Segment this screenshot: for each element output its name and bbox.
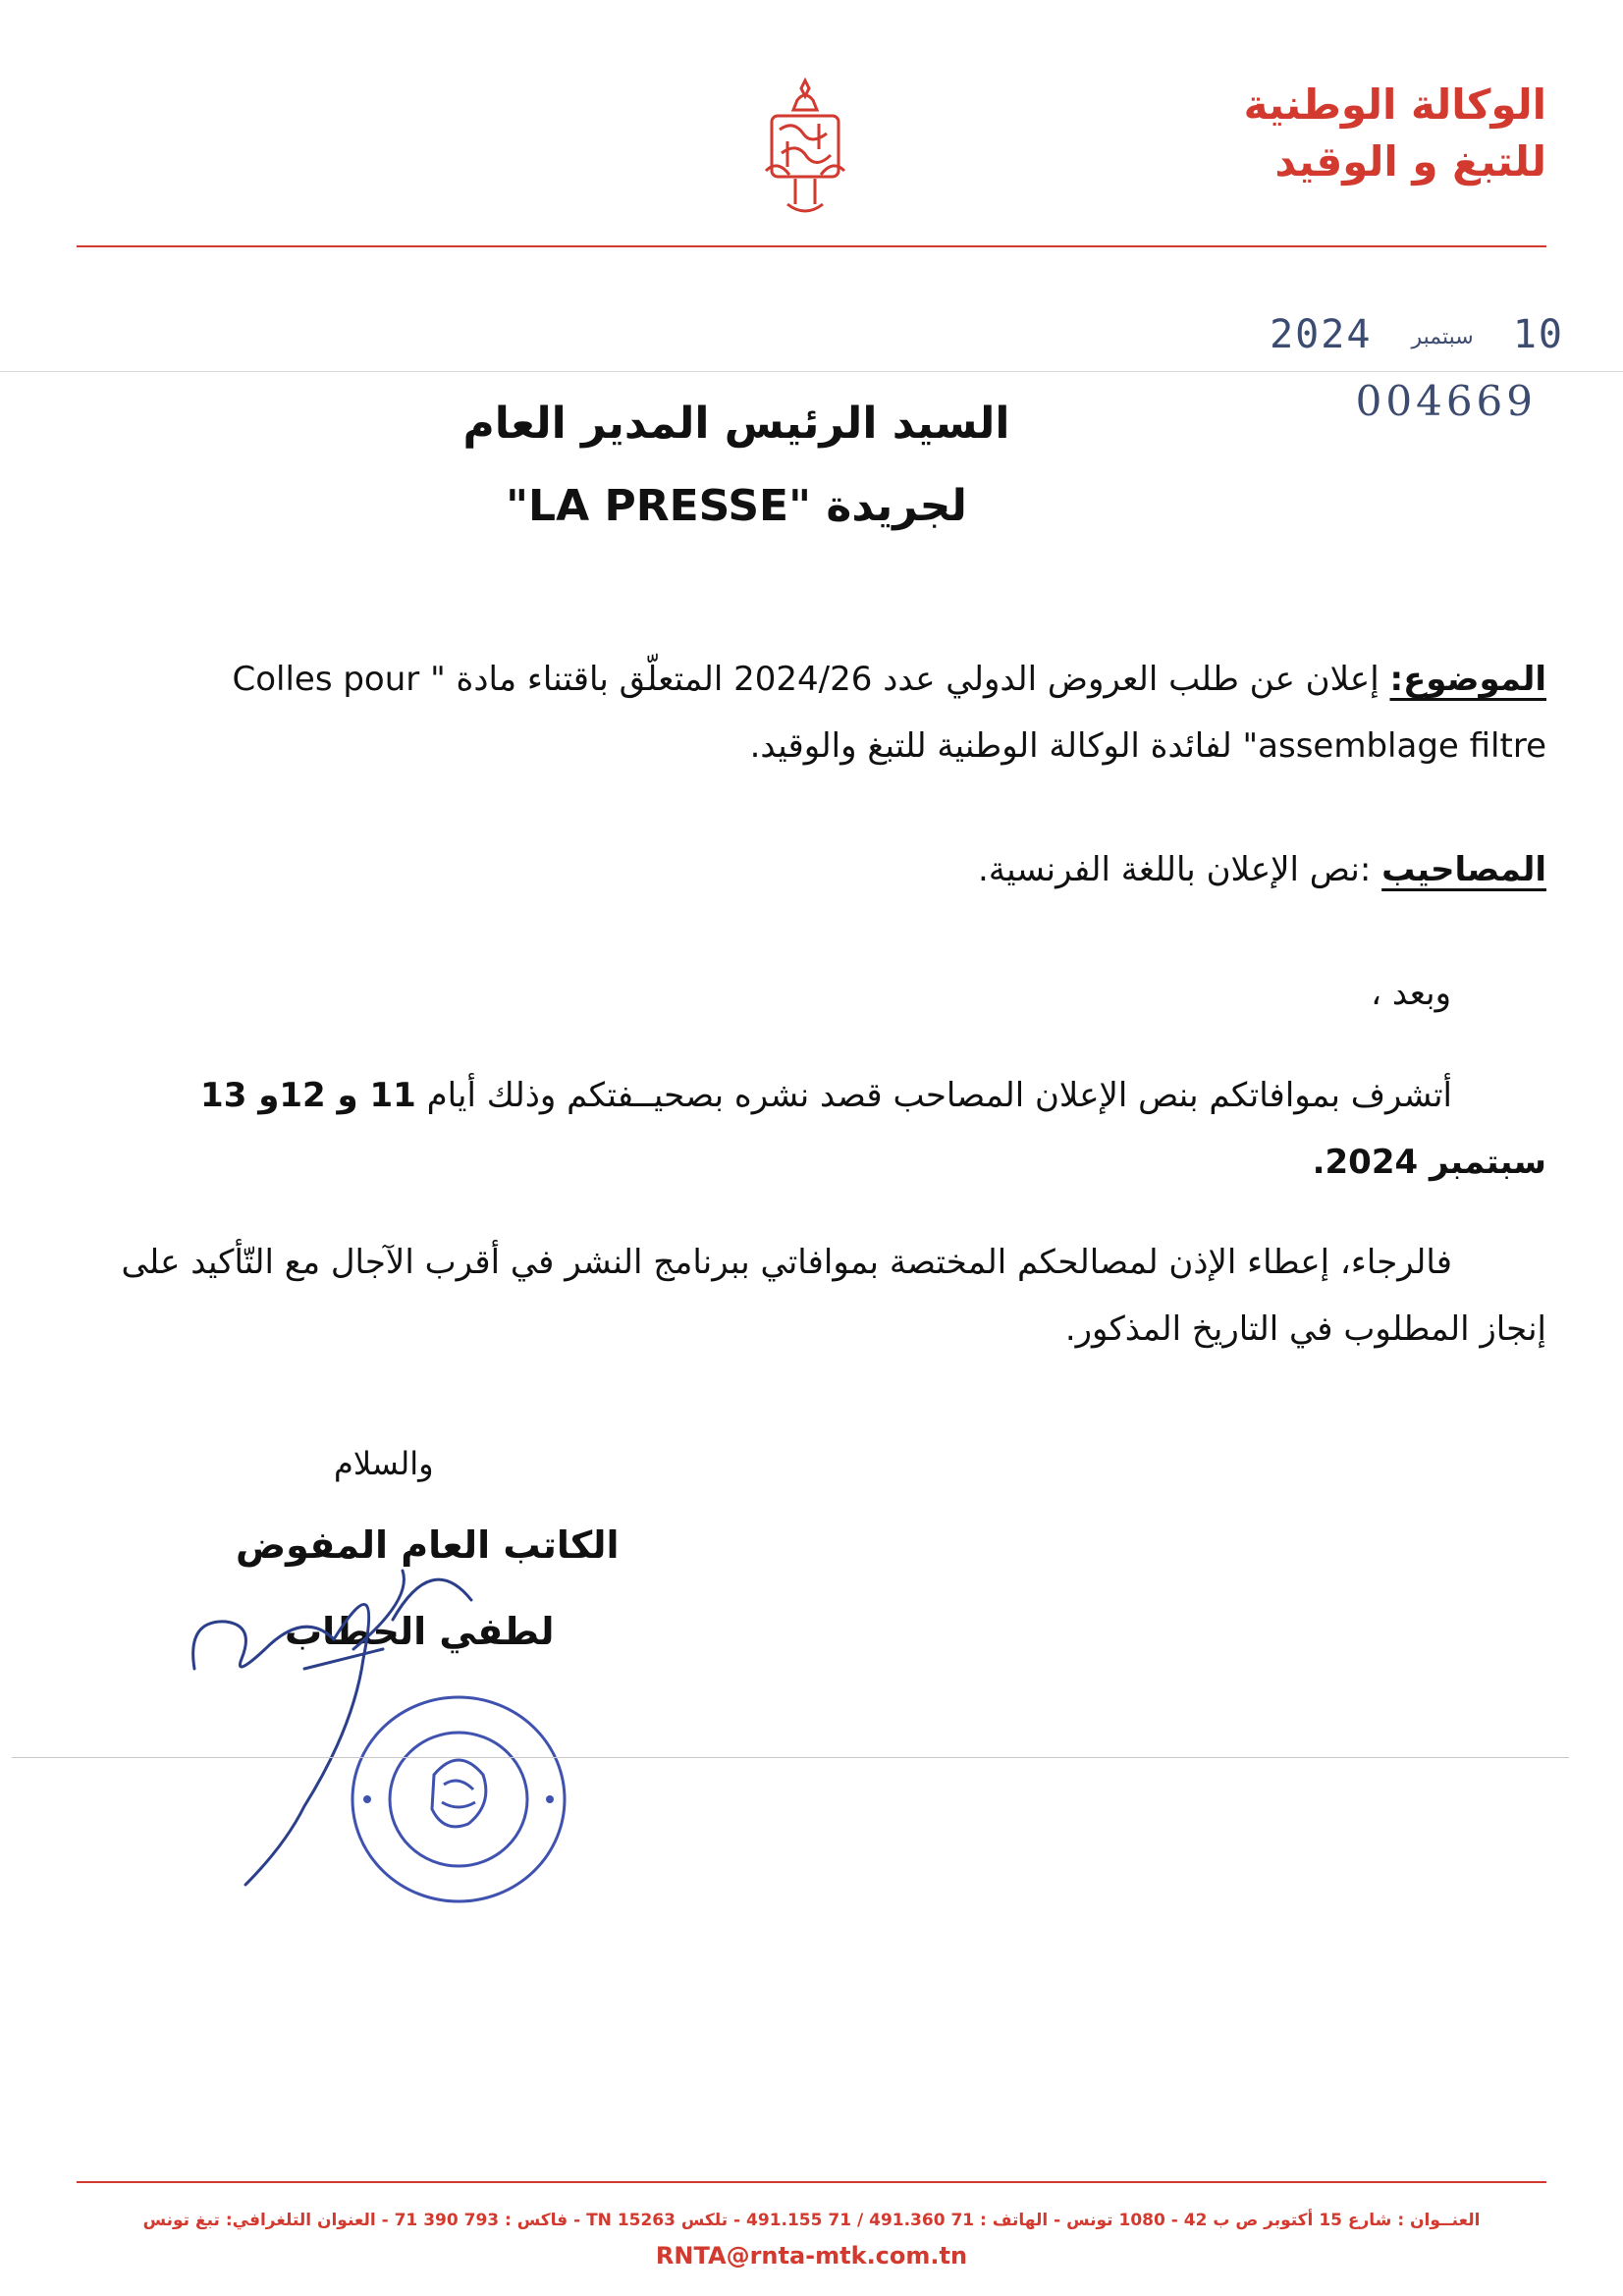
subject-paragraph xyxy=(98,646,1546,779)
subject-text: إعلان عن طلب العروض الدولي عدد 2024/26 المتعلّق باقتناء مادة " Colles pour assemblage filtre" لفائدة الوكالة الوطنية للتبغ والوقيد. xyxy=(232,660,1546,766)
date-stamp xyxy=(1270,312,1564,357)
addressee xyxy=(295,383,1178,548)
subject-label: الموضوع: xyxy=(1389,660,1546,699)
footer-email: RNTA@rnta-mtk.com.tn xyxy=(655,2242,968,2269)
addressee-title: السيد الرئيس المدير العام xyxy=(462,399,1010,449)
body-paragraph-1 xyxy=(98,1062,1546,1196)
footer-divider xyxy=(77,2181,1546,2183)
header-divider xyxy=(77,245,1546,247)
addressee-newspaper: لجريدة "LA PRESSE" xyxy=(506,481,967,531)
attachments-label: المصاحيب xyxy=(1381,850,1546,889)
attachments-paragraph xyxy=(98,836,1546,903)
reference-number: 004669 xyxy=(1355,377,1537,425)
signer-title: الكاتب العام المفوض xyxy=(236,1523,620,1567)
date-year: 2024 xyxy=(1270,312,1373,357)
ministry-seal-icon xyxy=(346,1686,571,1912)
fold-line xyxy=(12,1757,1569,1758)
body-paragraph-1-text: أتشرف بموافاتكم بنص الإعلان المصاحب قصد نشره بصحيــفتكم وذلك أيام xyxy=(426,1076,1452,1115)
organization-name xyxy=(1244,77,1546,190)
body-paragraph-2: فالرجاء، إعطاء الإذن لمصالحكم المختصة بموافاتي ببرنامج النشر في أقرب الآجال مع التّأكيد على إنجاز المطلوب في التاريخ المذكور. xyxy=(121,1243,1546,1349)
date-month: سبتمبر xyxy=(1411,324,1474,349)
organization-name-line2: للتبغ و الوقيد xyxy=(1274,137,1546,186)
attachments-text: :نص الإعلان باللغة الفرنسية. xyxy=(978,850,1372,889)
footer-address: العنــوان : شارع 15 أكتوبر ص ب 42 - 1080 تونس - الهاتف : 71 491.360 / 71 491.155 - تلكس TN 15263 - فاكس : 793 390 71 - العنوان التلغرافي: تبغ تونس xyxy=(142,2211,1481,2230)
rnta-emblem-icon xyxy=(758,77,852,224)
signer-name: لطفي الحطاب xyxy=(285,1610,555,1653)
date-day: 10 xyxy=(1512,312,1564,357)
closing-text: والسلام xyxy=(334,1445,434,1482)
publication-dates: 11 و 12و 13 سبتمبر 2024. xyxy=(200,1076,1546,1182)
stamp-guide-line xyxy=(0,371,1623,372)
organization-name-line1: الوكالة الوطنية xyxy=(1243,80,1546,129)
salutation: وبعد ، xyxy=(1371,974,1451,1013)
